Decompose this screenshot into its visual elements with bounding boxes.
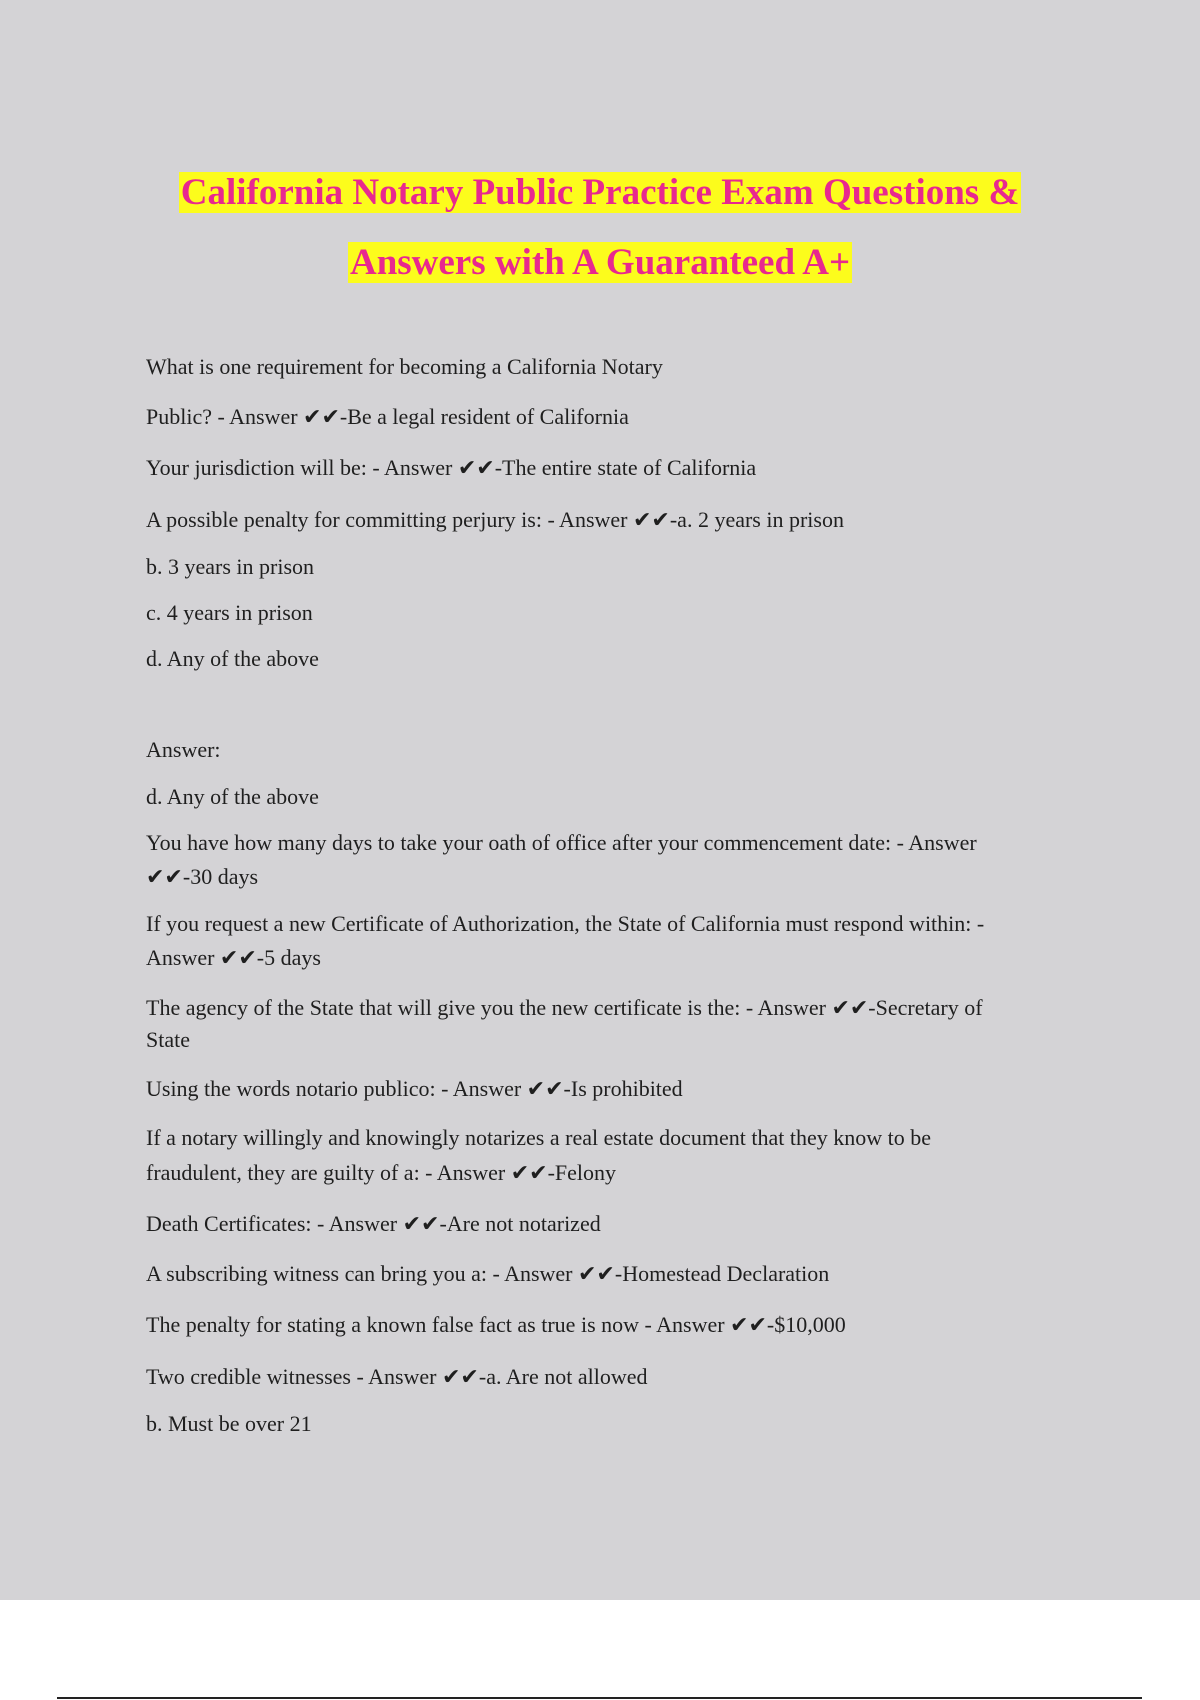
- question-line: Your jurisdiction will be: - Answer ✔✔-The entire state of California: [146, 455, 757, 480]
- answer-line: State: [146, 1027, 190, 1052]
- title-line-2-text: Answers with A Guaranteed A+: [349, 242, 851, 283]
- option-line: c. 4 years in prison: [146, 600, 313, 625]
- answer-line: d. Any of the above: [146, 784, 319, 809]
- footer-divider: [57, 1697, 1142, 1699]
- option-line: d. Any of the above: [146, 646, 319, 671]
- option-line: b. 3 years in prison: [146, 554, 315, 579]
- answer-line: Public? - Answer ✔✔-Be a legal resident of California: [146, 404, 629, 429]
- question-line: A possible penalty for committing perjury is: - Answer ✔✔-a. 2 years in prison: [146, 507, 844, 532]
- answer-line: ✔✔-30 days: [146, 864, 259, 889]
- title-line-2: [0, 228, 1200, 298]
- question-line: You have how many days to take your oath of office after your commencement date: - Answer: [146, 830, 977, 855]
- question-line: If you request a new Certificate of Authorization, the State of California must respond within: -: [146, 911, 985, 936]
- question-line: Using the words notario publico: - Answer ✔✔-Is prohibited: [146, 1076, 683, 1101]
- question-line: A subscribing witness can bring you a: - Answer ✔✔-Homestead Declaration: [146, 1261, 830, 1286]
- answer-line: fraudulent, they are guilty of a: - Answer ✔✔-Felony: [146, 1160, 617, 1185]
- question-line: The agency of the State that will give you the new certificate is the: - Answer ✔✔-Secretary of: [146, 995, 983, 1020]
- document-title: [0, 158, 1200, 298]
- question-line: Two credible witnesses - Answer ✔✔-a. Are not allowed: [146, 1364, 648, 1389]
- question-line: What is one requirement for becoming a California Notary: [146, 354, 663, 379]
- question-line: If a notary willingly and knowingly notarizes a real estate document that they know to be: [146, 1125, 932, 1150]
- option-line: b. Must be over 21: [146, 1411, 312, 1436]
- answer-label: Answer:: [146, 737, 221, 762]
- question-line: The penalty for stating a known false fact as true is now - Answer ✔✔-$10,000: [146, 1312, 846, 1337]
- title-line-1-text: California Notary Public Practice Exam Questions &: [180, 172, 1020, 213]
- answer-line: Answer ✔✔-5 days: [146, 945, 321, 970]
- title-line-1: [0, 158, 1200, 228]
- question-line: Death Certificates: - Answer ✔✔-Are not notarized: [146, 1211, 601, 1236]
